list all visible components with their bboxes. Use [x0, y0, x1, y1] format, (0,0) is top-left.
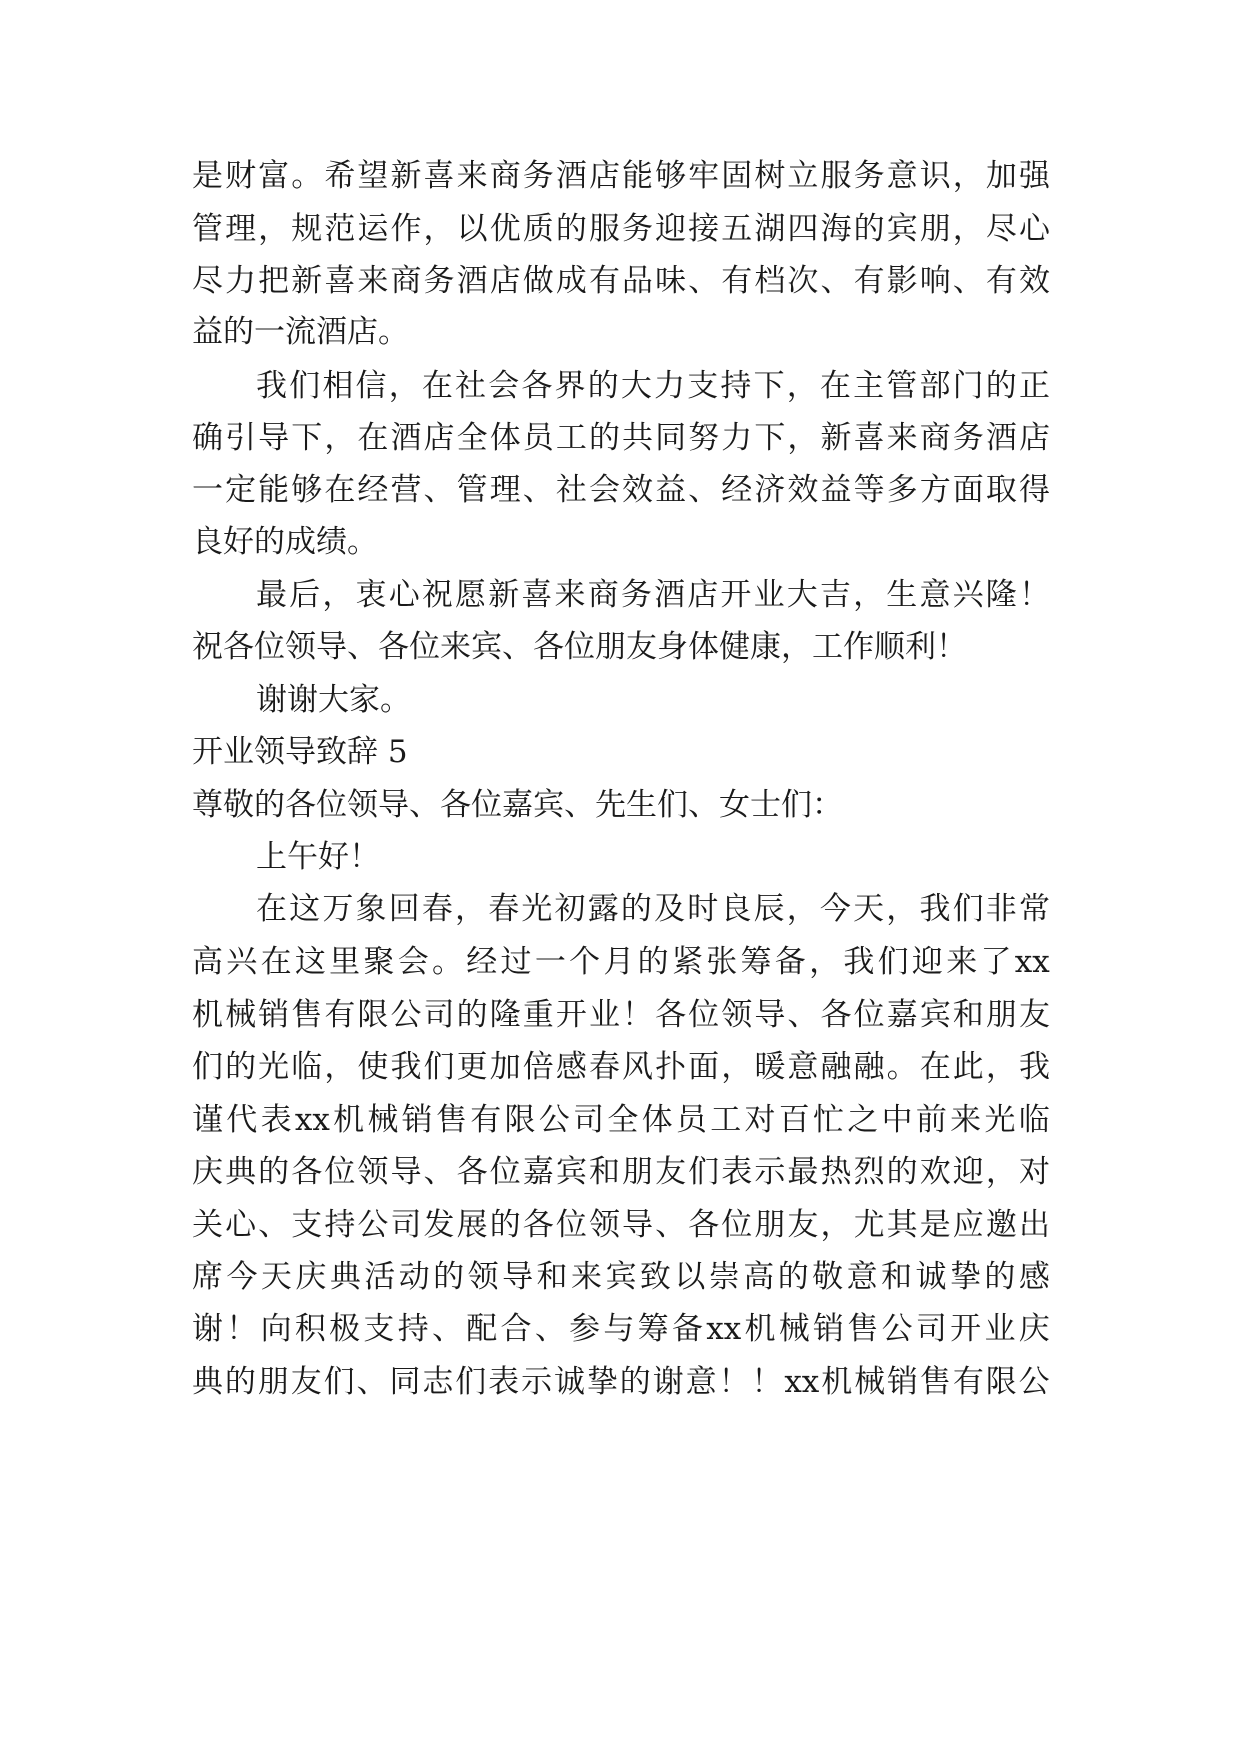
text-line: 上午好！ [256, 839, 380, 875]
text-line: 关 心 、 支 持 公 司 发 展 的 各 位 领 导 、 各 位 朋 友 ， 尤 其 是 应 邀 出 [192, 1207, 1050, 1243]
text-line: 一 定 能 够 在 经 营 、 管 理 、 社 会 效 益 、 经 济 效 益 等 多 方 面 取 得 [192, 472, 1050, 508]
text-line: 谢谢大家。 [256, 682, 411, 718]
text-line: 谨 代 表 xx 机 械 销 售 有 限 公 司 全 体 员 工 对 百 忙 之 中 前 来 光 临 [192, 1102, 1050, 1138]
text-line: 席 今 天 庆 典 活 动 的 领 导 和 来 宾 致 以 崇 高 的 敬 意 和 诚 挚 的 感 [192, 1259, 1050, 1295]
text-line: 典 的 朋 友 们 、 同 志 们 表 示 诚 挚 的 谢 意 ！ ！ xx 机 械 销 售 有 限 公 [192, 1364, 1050, 1400]
text-line: 确 引 导 下 ， 在 酒 店 全 体 员 工 的 共 同 努 力 下 ， 新 喜 来 商 务 酒 店 [192, 420, 1050, 456]
text-line: 良好的成绩。 [192, 524, 378, 560]
text-line: 高 兴 在 这 里 聚 会 。 经 过 一 个 月 的 紧 张 筹 备 ， 我 们 迎 来 了 xx [192, 944, 1050, 980]
text-line: 祝各位领导、各位来宾、各位朋友身体健康，工作顺利！ [192, 629, 967, 665]
text-line: 是 财 富 。 希 望 新 喜 来 商 务 酒 店 能 够 牢 固 树 立 服 务 意 识 ， 加 强 [192, 158, 1050, 194]
text-line: 们 的 光 临 ， 使 我 们 更 加 倍 感 春 风 扑 面 ， 暖 意 融 融 。 在 此 ， 我 [192, 1049, 1050, 1085]
text-line: 最 后 ， 衷 心 祝 愿 新 喜 来 商 务 酒 店 开 业 大 吉 ， 生 意 兴 隆 ！ [256, 577, 1050, 613]
text-line: 我 们 相 信 ， 在 社 会 各 界 的 大 力 支 持 下 ， 在 主 管 部 门 的 正 [256, 368, 1050, 404]
text-line: 开业领导致辞 5 [192, 734, 408, 770]
text-line: 机 械 销 售 有 限 公 司 的 隆 重 开 业 ！ 各 位 领 导 、 各 位 嘉 宾 和 朋 友 [192, 997, 1050, 1033]
text-line: 庆 典 的 各 位 领 导 、 各 位 嘉 宾 和 朋 友 们 表 示 最 热 烈 的 欢 迎 ， 对 [192, 1154, 1050, 1190]
text-line: 谢 ！ 向 积 极 支 持 、 配 合 、 参 与 筹 备 xx 机 械 销 售 公 司 开 业 庆 [192, 1311, 1050, 1347]
text-line: 管 理 ， 规 范 运 作 ， 以 优 质 的 服 务 迎 接 五 湖 四 海 的 宾 朋 ， 尽 心 [192, 211, 1050, 247]
text-line: 尽 力 把 新 喜 来 商 务 酒 店 做 成 有 品 味 、 有 档 次 、 有 影 响 、 有 效 [192, 263, 1050, 299]
text-line: 尊敬的各位领导、各位嘉宾、先生们、女士们： [192, 787, 843, 823]
text-line: 在 这 万 象 回 春 ， 春 光 初 露 的 及 时 良 辰 ， 今 天 ， 我 们 非 常 [256, 891, 1050, 927]
text-line: 益的一流酒店。 [192, 314, 409, 350]
